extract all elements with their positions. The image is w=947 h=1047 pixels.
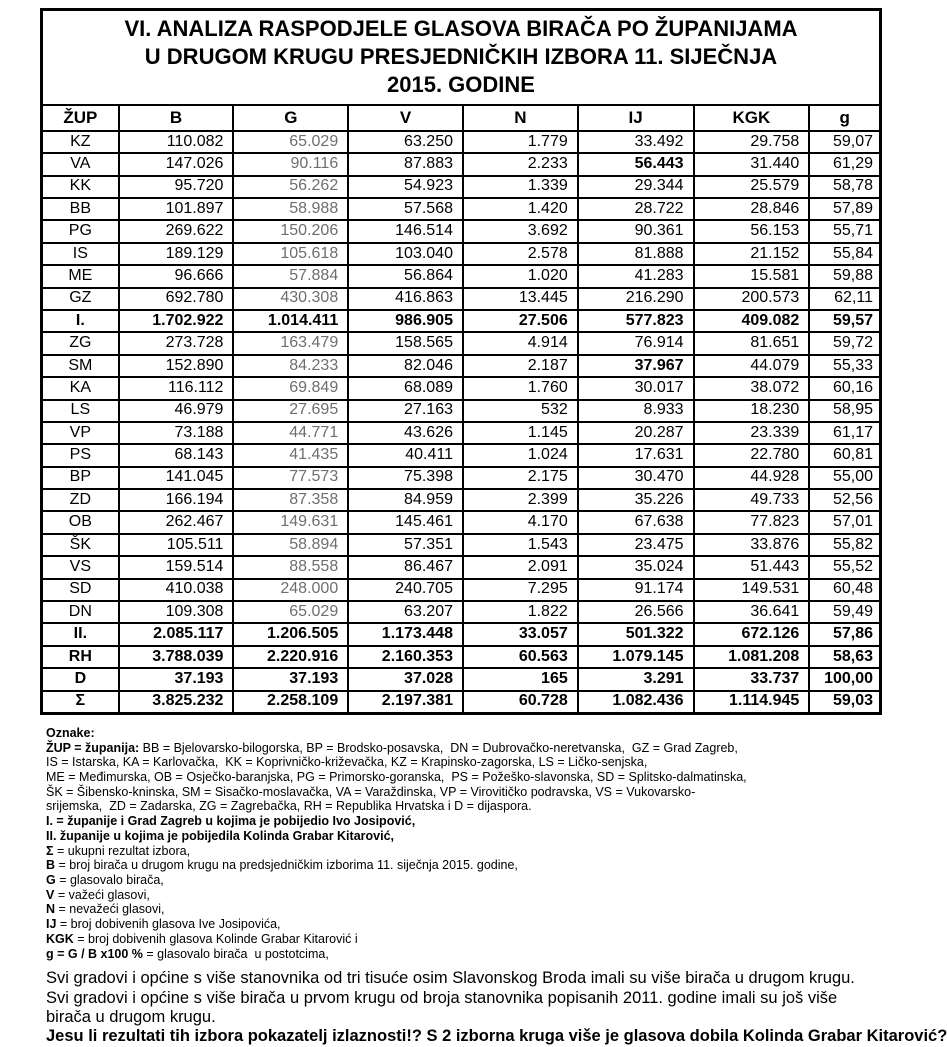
cell-ij: 23.475 [578,534,694,556]
table-title [42,10,881,105]
table-row [42,377,881,399]
cell-n: 2.187 [463,355,578,377]
cell-ij: 91.174 [578,579,694,601]
cell-kgk: 44.079 [694,355,810,377]
cell-v: 63.207 [348,601,463,623]
cell-g: 59,72 [809,332,880,354]
cell-g: 55,33 [809,355,880,377]
cell-kgk: 49.733 [694,489,810,511]
cell-kgk: 81.651 [694,332,810,354]
column-header-b: B [119,105,234,131]
cell-g: 57,01 [809,511,880,533]
row-label: PG [42,220,119,242]
cell-g: 59,03 [809,691,880,714]
cell-g: 248.000 [233,579,348,601]
table-row [42,668,881,690]
cell-n: 1.339 [463,176,578,198]
row-label: ZD [42,489,119,511]
cell-b: 101.897 [119,198,234,220]
cell-g: 55,71 [809,220,880,242]
cell-kgk: 38.072 [694,377,810,399]
cell-v: 27.163 [348,400,463,422]
row-label: VA [42,153,119,175]
cell-ij: 28.722 [578,198,694,220]
cell-g: 55,82 [809,534,880,556]
cell-g: 55,00 [809,467,880,489]
cell-b: 692.780 [119,288,234,310]
note-line: ŠK = Šibensko-kninska, SM = Sisačko-moslavačka, VA = Varaždinska, VP = Virovitičko podravska, VS = Vukovarsko- [46,784,696,799]
table-row [42,511,881,533]
cell-g: 150.206 [233,220,348,242]
title-line-3: 2015. GODINE [387,71,535,97]
row-label: ME [42,265,119,287]
title-line-2: U DRUGOM KRUGU PRESJEDNIČKIH IZBORA 11. SIJEČNJA [144,43,778,69]
table-row [42,601,881,623]
note-line: B = broj birača u drugom krugu na predsjedničkim izborima 11. siječnja 2015. godine, [46,858,518,873]
cell-ij: 30.017 [578,377,694,399]
cell-b: 189.129 [119,243,234,265]
cell-g: 58.988 [233,198,348,220]
cell-n: 1.420 [463,198,578,220]
cell-v: 1.173.448 [348,623,463,645]
cell-ij: 67.638 [578,511,694,533]
cell-v: 43.626 [348,422,463,444]
cell-n: 1.760 [463,377,578,399]
cell-b: 159.514 [119,556,234,578]
cell-b: 3.825.232 [119,691,234,714]
row-label: RH [42,646,119,668]
cell-g: 58,78 [809,176,880,198]
cell-ij: 29.344 [578,176,694,198]
cell-b: 96.666 [119,265,234,287]
cell-kgk: 149.531 [694,579,810,601]
row-label: OB [42,511,119,533]
note-line: II. županije u kojima je pobijedila Kolinda Grabar Kitarović, [46,828,394,843]
cell-g: 61,29 [809,153,880,175]
column-header-n: N [463,105,578,131]
table-header-row [42,105,881,131]
cell-g: 430.308 [233,288,348,310]
cell-kgk: 23.339 [694,422,810,444]
cell-v: 84.959 [348,489,463,511]
cell-kgk: 1.081.208 [694,646,810,668]
cell-kgk: 29.758 [694,131,810,153]
cell-ij: 76.914 [578,332,694,354]
cell-v: 75.398 [348,467,463,489]
cell-b: 410.038 [119,579,234,601]
cell-n: 4.914 [463,332,578,354]
cell-v: 68.089 [348,377,463,399]
cell-b: 110.082 [119,131,234,153]
row-label: PS [42,444,119,466]
cell-v: 54.923 [348,176,463,198]
note-line: Oznake: [46,725,95,740]
cell-g: 58.894 [233,534,348,556]
cell-v: 37.028 [348,668,463,690]
cell-v: 986.905 [348,310,463,332]
cell-kgk: 31.440 [694,153,810,175]
cell-ij: 3.291 [578,668,694,690]
cell-v: 240.705 [348,579,463,601]
cell-b: 46.979 [119,400,234,422]
cell-g: 2.258.109 [233,691,348,714]
row-label: LS [42,400,119,422]
row-label: KA [42,377,119,399]
cell-n: 1.822 [463,601,578,623]
note-line: G = glasovalo birača, [46,873,164,887]
note-line: g = G / B x100 % = glasovalo birača u postotcima, [46,946,329,961]
column-header-ij: IJ [578,105,694,131]
cell-ij: 90.361 [578,220,694,242]
cell-n: 2.091 [463,556,578,578]
table-row [42,332,881,354]
cell-kgk: 56.153 [694,220,810,242]
cell-b: 2.085.117 [119,623,234,645]
cell-g: 52,56 [809,489,880,511]
cell-g: 55,52 [809,556,880,578]
cell-v: 82.046 [348,355,463,377]
cell-g: 58,95 [809,400,880,422]
column-header-g: G [233,105,348,131]
cell-b: 273.728 [119,332,234,354]
cell-g: 84.233 [233,355,348,377]
cell-g: 57.884 [233,265,348,287]
cell-n: 1.543 [463,534,578,556]
cell-kgk: 18.230 [694,400,810,422]
cell-b: 262.467 [119,511,234,533]
table-row [42,691,881,714]
cell-g: 60,48 [809,579,880,601]
table-row [42,220,881,242]
cell-g: 69.849 [233,377,348,399]
row-label: Σ [42,691,119,714]
cell-ij: 20.287 [578,422,694,444]
note-line: KGK = broj dobivenih glasova Kolinde Grabar Kitarović i [46,931,358,946]
table-row [42,623,881,645]
column-header-v: V [348,105,463,131]
cell-ij: 17.631 [578,444,694,466]
cell-n: 1.024 [463,444,578,466]
note-line: IS = Istarska, KA = Karlovačka, KK = Koprivničko-križevačka, KZ = Krapinsko-zagorska, LS = Ličko-senjska, [46,755,648,770]
clipped-line: Jesu li rezultati tih izbora pokazatelj izlaznosti!? S 2 izborna kruga više je glasova dobila Kolinda Grabar Kitarović? [46,1027,947,1046]
cell-kgk: 51.443 [694,556,810,578]
note-line: IJ = broj dobivenih glasova Ive Josipovića, [46,917,281,932]
cell-kgk: 33.737 [694,668,810,690]
cell-ij: 81.888 [578,243,694,265]
cell-n: 2.233 [463,153,578,175]
cell-g: 59,07 [809,131,880,153]
cell-g: 87.358 [233,489,348,511]
table-row [42,176,881,198]
cell-g: 65.029 [233,601,348,623]
cell-g: 59,88 [809,265,880,287]
row-label: I. [42,310,119,332]
vote-distribution-table [40,8,882,715]
cell-g: 58,63 [809,646,880,668]
table-row [42,131,881,153]
row-label: IS [42,243,119,265]
cell-g: 59,57 [809,310,880,332]
note-line: srijemska, ZD = Zadarska, ZG = Zagrebačka, RH = Republika Hrvatska i D = dijaspora. [46,799,532,814]
cell-g: 37.193 [233,668,348,690]
note-line: V = važeći glasovi, [46,887,150,902]
row-label: BB [42,198,119,220]
cell-ij: 501.322 [578,623,694,645]
cell-kgk: 15.581 [694,265,810,287]
table-row [42,444,881,466]
cell-b: 116.112 [119,377,234,399]
table-row [42,265,881,287]
cell-n: 4.170 [463,511,578,533]
cell-b: 73.188 [119,422,234,444]
cell-v: 103.040 [348,243,463,265]
cell-n: 7.295 [463,579,578,601]
cell-v: 86.467 [348,556,463,578]
title-line-1: VI. ANALIZA RASPODJELE GLASOVA BIRAČA PO ŽUPANIJAMA [124,16,798,41]
row-label: GZ [42,288,119,310]
cell-g: 57,86 [809,623,880,645]
cell-n: 60.563 [463,646,578,668]
cell-g: 56.262 [233,176,348,198]
cell-b: 68.143 [119,444,234,466]
table-row [42,153,881,175]
cell-ij: 26.566 [578,601,694,623]
cell-g: 41.435 [233,444,348,466]
column-header-žup: ŽUP [42,105,119,131]
table-row [42,646,881,668]
cell-g: 44.771 [233,422,348,444]
cell-g: 27.695 [233,400,348,422]
cell-g: 60,16 [809,377,880,399]
row-label: ŠK [42,534,119,556]
note-line: Σ = ukupni rezultat izbora, [46,843,191,858]
row-label: KZ [42,131,119,153]
cell-g: 100,00 [809,668,880,690]
cell-g: 57,89 [809,198,880,220]
cell-b: 37.193 [119,668,234,690]
cell-v: 63.250 [348,131,463,153]
cell-v: 146.514 [348,220,463,242]
column-header-g: g [809,105,880,131]
cell-ij: 37.967 [578,355,694,377]
cell-b: 109.308 [119,601,234,623]
cell-ij: 41.283 [578,265,694,287]
cell-g: 88.558 [233,556,348,578]
cell-b: 269.622 [119,220,234,242]
table-row [42,489,881,511]
table-row [42,579,881,601]
cell-g: 149.631 [233,511,348,533]
cell-v: 158.565 [348,332,463,354]
cell-v: 56.864 [348,265,463,287]
table-row [42,355,881,377]
table-row [42,198,881,220]
cell-g: 1.206.505 [233,623,348,645]
note-line: N = nevažeći glasovi, [46,902,165,917]
cell-kgk: 22.780 [694,444,810,466]
table-row [42,422,881,444]
cell-v: 2.197.381 [348,691,463,714]
cell-v: 145.461 [348,511,463,533]
analysis-paragraph: Svi gradovi i općine s više stanovnika od tri tisuće osim Slavonskog Broda imali su više birača u drugom krugu. Svi gradovi i općine s više birača u prvom krugu od broja stanovnika popisanih 2011. godine imali su još više birača u drugom krugu. [46,969,855,1027]
cell-v: 40.411 [348,444,463,466]
cell-n: 532 [463,400,578,422]
cell-ij: 56.443 [578,153,694,175]
row-label: II. [42,623,119,645]
cell-n: 1.020 [463,265,578,287]
cell-kgk: 672.126 [694,623,810,645]
cell-n: 3.692 [463,220,578,242]
cell-n: 33.057 [463,623,578,645]
cell-kgk: 200.573 [694,288,810,310]
cell-n: 60.728 [463,691,578,714]
cell-ij: 30.470 [578,467,694,489]
cell-ij: 33.492 [578,131,694,153]
cell-g: 59,49 [809,601,880,623]
cell-n: 27.506 [463,310,578,332]
cell-ij: 1.082.436 [578,691,694,714]
cell-n: 1.779 [463,131,578,153]
cell-g: 105.618 [233,243,348,265]
cell-b: 147.026 [119,153,234,175]
cell-kgk: 77.823 [694,511,810,533]
cell-ij: 35.024 [578,556,694,578]
table-title-row [42,10,881,105]
cell-v: 87.883 [348,153,463,175]
note-line: I. = županije i Grad Zagreb u kojima je pobijedio Ivo Josipović, [46,814,416,829]
cell-kgk: 409.082 [694,310,810,332]
cell-v: 57.351 [348,534,463,556]
cell-ij: 216.290 [578,288,694,310]
cell-v: 57.568 [348,198,463,220]
row-label: VS [42,556,119,578]
cell-kgk: 28.846 [694,198,810,220]
cell-ij: 8.933 [578,400,694,422]
cell-g: 163.479 [233,332,348,354]
cell-g: 90.116 [233,153,348,175]
cell-g: 1.014.411 [233,310,348,332]
table-row [42,400,881,422]
cell-n: 13.445 [463,288,578,310]
row-label: SD [42,579,119,601]
cell-n: 2.175 [463,467,578,489]
row-label: DN [42,601,119,623]
cell-b: 105.511 [119,534,234,556]
row-label: D [42,668,119,690]
cell-kgk: 1.114.945 [694,691,810,714]
cell-g: 62,11 [809,288,880,310]
cell-ij: 1.079.145 [578,646,694,668]
cell-g: 61,17 [809,422,880,444]
cell-n: 2.578 [463,243,578,265]
cell-kgk: 44.928 [694,467,810,489]
row-label: ZG [42,332,119,354]
cell-v: 2.160.353 [348,646,463,668]
note-line: ŽUP = županija: BB = Bjelovarsko-bilogorska, BP = Brodsko-posavska, DN = Dubrovačko-neretvanska, GZ = Grad Zagreb, [46,740,738,755]
row-label: BP [42,467,119,489]
row-label: VP [42,422,119,444]
note-line: ME = Međimurska, OB = Osječko-baranjska, PG = Primorsko-goranska, PS = Požeško-slavonska, SD = Splitsko-dalmatinska, [46,770,747,785]
cell-kgk: 36.641 [694,601,810,623]
cell-b: 95.720 [119,176,234,198]
cell-g: 2.220.916 [233,646,348,668]
cell-kgk: 25.579 [694,176,810,198]
cell-g: 55,84 [809,243,880,265]
cell-b: 166.194 [119,489,234,511]
cell-n: 2.399 [463,489,578,511]
cell-b: 141.045 [119,467,234,489]
cell-v: 416.863 [348,288,463,310]
cell-g: 77.573 [233,467,348,489]
cell-ij: 35.226 [578,489,694,511]
cell-b: 1.702.922 [119,310,234,332]
table-row [42,467,881,489]
row-label: KK [42,176,119,198]
cell-n: 1.145 [463,422,578,444]
table-row [42,310,881,332]
table-row [42,243,881,265]
cell-b: 152.890 [119,355,234,377]
table-row [42,556,881,578]
cell-g: 65.029 [233,131,348,153]
legend-notes [40,726,885,961]
row-label: SM [42,355,119,377]
table-row [42,288,881,310]
cell-ij: 577.823 [578,310,694,332]
cell-n: 165 [463,668,578,690]
table-row [42,534,881,556]
cell-g: 60,81 [809,444,880,466]
cell-kgk: 21.152 [694,243,810,265]
cell-b: 3.788.039 [119,646,234,668]
cell-kgk: 33.876 [694,534,810,556]
column-header-kgk: KGK [694,105,810,131]
